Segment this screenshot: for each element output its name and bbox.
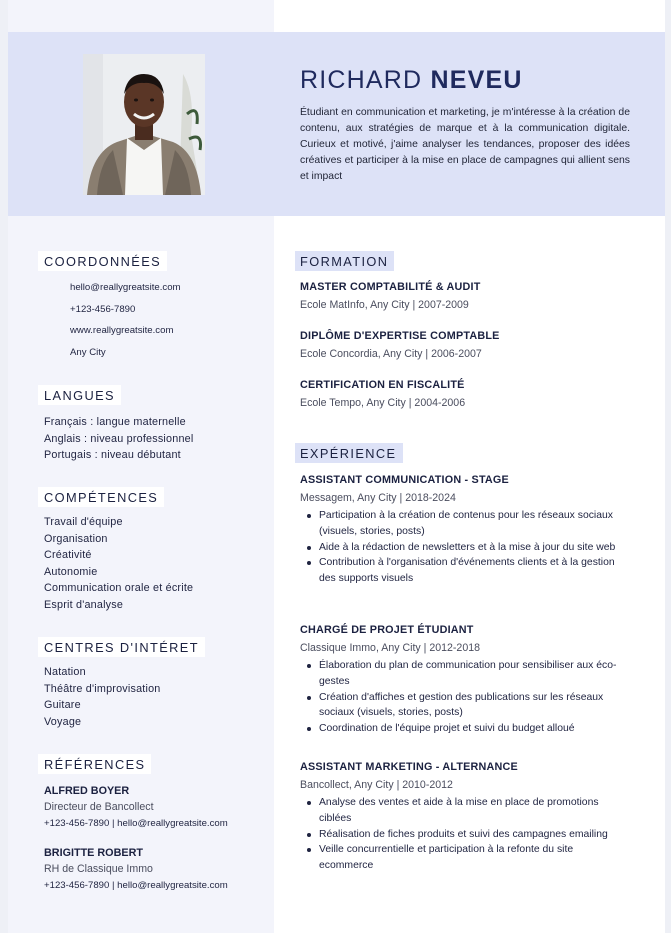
experience-bullets bbox=[300, 508, 625, 587]
references-heading: RÉFÉRENCES bbox=[38, 754, 151, 774]
languages-heading: LANGUES bbox=[38, 385, 121, 405]
first-name: RICHARD bbox=[300, 66, 423, 94]
experience-role: ASSISTANT COMMUNICATION - STAGE bbox=[300, 474, 509, 486]
experience-bullet: Élaboration du plan de communication pour sensibiliser aux éco-gestes bbox=[300, 658, 625, 690]
contact-list bbox=[70, 282, 181, 368]
portrait-illustration bbox=[83, 54, 205, 195]
experience-bullets bbox=[300, 795, 625, 874]
experience-bullet: Analyse des ventes et aide à la mise en place de promotions ciblées bbox=[300, 795, 625, 827]
skills-heading: COMPÉTENCES bbox=[38, 487, 164, 507]
contact-website[interactable]: www.reallygreatsite.com bbox=[70, 325, 174, 337]
reference-name: BRIGITTE ROBERT bbox=[44, 847, 143, 859]
experience-role: ASSISTANT MARKETING - ALTERNANCE bbox=[300, 761, 518, 773]
resume-page bbox=[8, 0, 665, 933]
experience-bullet: Coordination de l'équipe projet et suivi du budget alloué bbox=[300, 721, 625, 737]
language-item: Portugais : niveau débutant bbox=[44, 449, 181, 462]
experience-company: Classique Immo, Any City | 2012-2018 bbox=[300, 642, 480, 654]
contact-address: Any City bbox=[70, 346, 106, 358]
skills-list bbox=[44, 516, 193, 616]
interest-item: Théâtre d'improvisation bbox=[44, 682, 161, 695]
languages-list bbox=[44, 416, 193, 466]
education-school: Ecole MatInfo, Any City | 2007-2009 bbox=[300, 299, 469, 311]
reference-entry bbox=[44, 847, 269, 891]
interests-list bbox=[44, 666, 160, 732]
education-degree: MASTER COMPTABILITÉ & AUDIT bbox=[300, 281, 481, 293]
education-degree: CERTIFICATION EN FISCALITÉ bbox=[300, 379, 465, 391]
contact-heading: COORDONNÉES bbox=[38, 251, 167, 271]
interest-item: Guitare bbox=[44, 699, 81, 712]
reference-entry bbox=[44, 785, 269, 829]
language-item: Anglais : niveau professionnel bbox=[44, 432, 194, 445]
candidate-name bbox=[300, 66, 523, 95]
skill-item: Travail d'équipe bbox=[44, 516, 123, 528]
skill-item: Communication orale et écrite bbox=[44, 582, 194, 595]
reference-contact: +123-456-7890 | hello@reallygreatsite.com bbox=[44, 818, 228, 829]
experience-role: CHARGÉ DE PROJET ÉTUDIANT bbox=[300, 624, 474, 636]
experience-heading: EXPÉRIENCE bbox=[295, 443, 403, 463]
reference-role: Directeur de Bancollect bbox=[44, 801, 154, 813]
experience-entry bbox=[300, 474, 640, 587]
skill-item: Créativité bbox=[44, 549, 92, 562]
education-degree: DIPLÔME D'EXPERTISE COMPTABLE bbox=[300, 330, 500, 342]
experience-company: Messagem, Any City | 2018-2024 bbox=[300, 492, 456, 504]
contact-email[interactable]: hello@reallygreatsite.com bbox=[70, 282, 181, 293]
profile-summary: Étudiant en communication et marketing, je m'intéresse à la création de contenu, aux stratégies de marque et à la communication digitale. Curieux et motivé, j'aime analyser les tendances, proposer des idées créatives et participer à la mise en place de campagnes qui allient sens et impact bbox=[300, 107, 630, 182]
contact-phone[interactable]: +123-456-7890 bbox=[70, 303, 136, 315]
skill-item: Esprit d'analyse bbox=[44, 598, 124, 611]
experience-bullet: Aide à la rédaction de newsletters et à la mise à jour du site web bbox=[300, 540, 625, 556]
profile-photo bbox=[83, 54, 205, 195]
education-school: Ecole Concordia, Any City | 2006-2007 bbox=[300, 348, 482, 360]
experience-bullet: Contribution à l'organisation d'événements clients et à la gestion des supports visuels bbox=[300, 555, 625, 587]
experience-bullet: Veille concurrentielle et participation à la refonte du site ecommerce bbox=[300, 842, 625, 874]
experience-entry bbox=[300, 761, 640, 874]
experience-bullet: Participation à la création de contenus pour les réseaux sociaux (visuels, stories, posts) bbox=[300, 508, 625, 540]
interests-heading: CENTRES D'INTÉRET bbox=[38, 637, 205, 657]
reference-contact: +123-456-7890 | hello@reallygreatsite.com bbox=[44, 880, 228, 891]
interest-item: Natation bbox=[44, 666, 86, 678]
education-entry bbox=[300, 281, 640, 311]
reference-role: RH de Classique Immo bbox=[44, 863, 153, 875]
skill-item: Autonomie bbox=[44, 565, 98, 578]
experience-bullet: Création d'affiches et gestion des publications sur les réseaux sociaux (visuels, stories, posts) bbox=[300, 690, 625, 722]
education-entry bbox=[300, 330, 640, 360]
education-school: Ecole Tempo, Any City | 2004-2006 bbox=[300, 397, 466, 409]
language-item: Français : langue maternelle bbox=[44, 416, 186, 428]
skill-item: Organisation bbox=[44, 532, 108, 545]
experience-bullet: Réalisation de fiches produits et suivi des campagnes emailing bbox=[300, 827, 625, 843]
experience-entry bbox=[300, 624, 640, 737]
education-entry bbox=[300, 379, 640, 409]
last-name: NEVEU bbox=[430, 66, 523, 94]
reference-name: ALFRED BOYER bbox=[44, 785, 130, 797]
interest-item: Voyage bbox=[44, 715, 82, 728]
experience-bullets bbox=[300, 658, 625, 737]
education-heading: FORMATION bbox=[295, 251, 394, 271]
experience-company: Bancollect, Any City | 2010-2012 bbox=[300, 779, 453, 791]
